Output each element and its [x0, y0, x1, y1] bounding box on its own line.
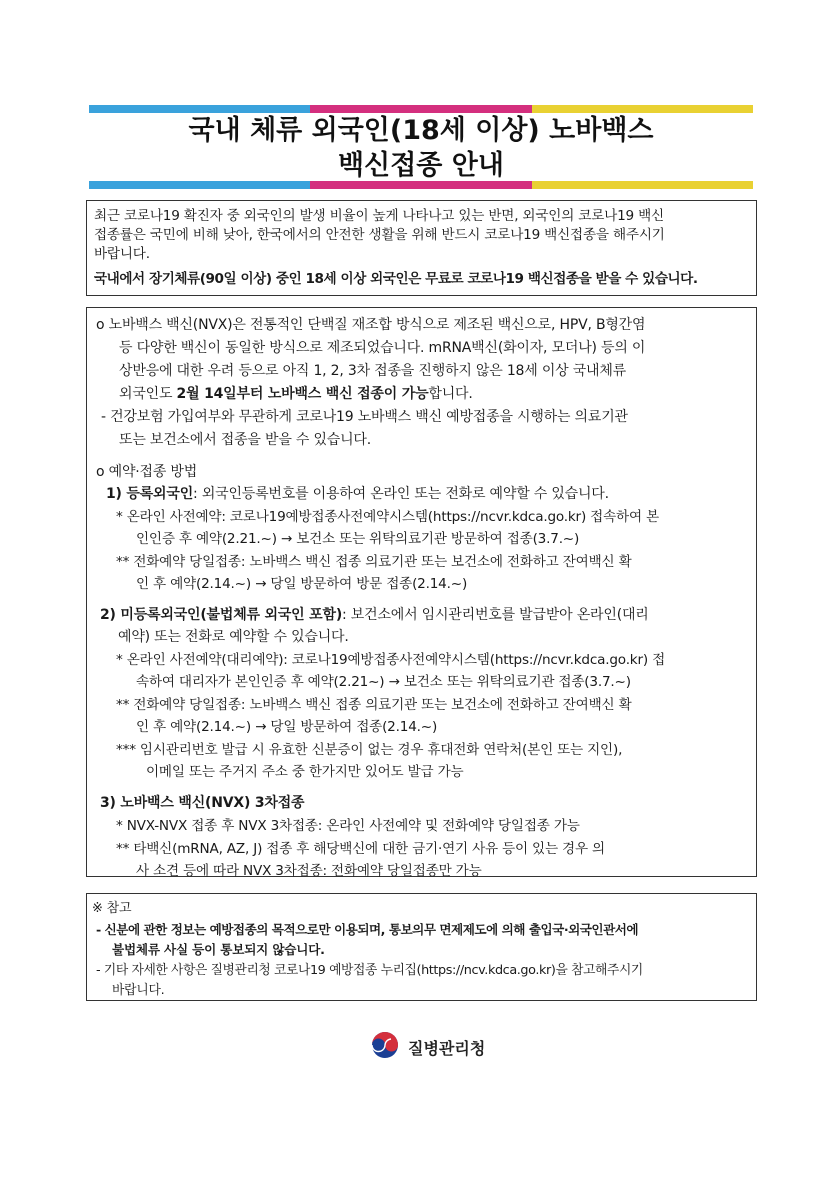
agency-logo [370, 1030, 485, 1064]
nvx-intro-text: 외국인도 [119, 386, 177, 402]
nvx-intro-text: 합니다. [428, 386, 473, 402]
unregistered-heading-text: : 보건소에서 임시관리번호를 발급받아 온라인(대리 [342, 607, 649, 623]
korea-government-emblem-icon [370, 1030, 400, 1064]
registered-item-line: 인 후 예약(2.14.~) → 당일 방문하여 방문 접종(2.14.~) [136, 576, 468, 592]
intro-line: 최근 코로나19 확진자 중 외국인의 발생 비율이 높게 나타나고 있는 반면, 외국인의 코로나19 백신 [94, 208, 664, 224]
unregistered-heading-label: 2) 미등록외국인(불법체류 외국인 포함) [100, 607, 343, 623]
registered-heading-label: 1) 등록외국인 [106, 486, 194, 502]
info-note-line: 바랍니다. [112, 983, 165, 998]
registered-item-line: * 온라인 사전예약: 코로나19예방접종사전예약시스템(https://ncvr.kdca.go.kr) 접속하여 본 [116, 509, 659, 525]
nvx-start-date-emphasis: 2월 14일부터 노바백스 백신 접종이 가능 [176, 386, 429, 402]
nvx-intro-line: 등 다양한 백신이 동일한 방식으로 제조되었습니다. mRNA백신(화이자, 모더나) 등의 이 [119, 340, 646, 356]
privacy-note-line: - 신분에 관한 정보는 예방접종의 목적으로만 이용되며, 통보의무 면제제도에 의해 출입국·외국인관서에 [96, 922, 639, 937]
unregistered-heading [100, 606, 649, 625]
registered-heading-text: : 외국인등록번호를 이용하여 온라인 또는 전화로 예약할 수 있습니다. [193, 486, 609, 502]
unregistered-item-line: ** 전화예약 당일접종: 노바백스 백신 접종 의료기관 또는 보건소에 전화하고 잔여백신 확 [116, 697, 632, 713]
unregistered-item-line: 이메일 또는 주거지 주소 중 한가지만 있어도 발급 가능 [146, 764, 464, 780]
booster-item-line: ** 타백신(mRNA, AZ, J) 접종 후 해당백신에 대한 금기·연기 사유 등이 있는 경우 의 [116, 841, 605, 857]
unregistered-item-line: 인 후 예약(2.14.~) → 당일 방문하여 접종(2.14.~) [136, 719, 438, 735]
privacy-note-line: 불법체류 사실 등이 통보되지 않습니다. [112, 942, 325, 957]
unregistered-heading-cont: 예약) 또는 전화로 예약할 수 있습니다. [118, 629, 349, 645]
booster-heading: 3) 노바백스 백신(NVX) 3차접종 [100, 795, 305, 811]
intro-line: 바랍니다. [94, 246, 150, 262]
unregistered-item-line: * 온라인 사전예약(대리예약): 코로나19예방접종사전예약시스템(https://ncvr.kdca.go.kr) 접 [116, 652, 666, 668]
registered-item-line: 인인증 후 예약(2.21.~) → 보건소 또는 위탁의료기관 방문하여 접종(3.7.~) [136, 531, 580, 547]
unregistered-item-line: 속하여 대리자가 본인인증 후 예약(2.21~) → 보건소 또는 위탁의료기관 접종(3.7.~) [136, 674, 631, 690]
nvx-intro-line: 상반응에 대한 우려 등으로 아직 1, 2, 3차 접종을 진행하지 않은 18세 이상 국내체류 [119, 363, 627, 379]
nvx-intro-line: o 노바백스 백신(NVX)은 전통적인 단백질 재조합 방식으로 제조된 백신으로, HPV, B형간염 [96, 317, 646, 333]
page-title-line2: 백신접종 안내 [338, 150, 504, 181]
intro-emphasis: 국내에서 장기체류(90일 이상) 중인 18세 이상 외국인은 무료로 코로나19 백신접종을 받을 수 있습니다. [94, 271, 698, 287]
reference-heading: ※ 참고 [92, 901, 132, 916]
intro-line: 접종률은 국민에 비해 낮아, 한국에서의 안전한 생활을 위해 반드시 코로나19 백신접종을 해주시기 [94, 227, 665, 243]
insurance-note-line: 또는 보건소에서 접종을 받을 수 있습니다. [119, 432, 372, 448]
page-title-line1: 국내 체류 외국인(18세 이상) 노바백스 [188, 115, 654, 146]
info-note-line: - 기타 자세한 사항은 질병관리청 코로나19 예방접종 누리집(https://ncv.kdca.go.kr)을 참고해주시기 [96, 963, 643, 978]
nvx-intro-line [119, 385, 473, 404]
registered-heading [106, 485, 609, 504]
agency-name: 질병관리청 [408, 1038, 486, 1058]
booster-item-line: 사 소견 등에 따라 NVX 3차접종: 전화예약 당일접종만 가능 [136, 863, 482, 879]
booking-heading: o 예약·접종 방법 [96, 464, 198, 480]
insurance-note-line: - 건강보험 가입여부와 무관하게 코로나19 노바백스 백신 예방접종을 시행하는 의료기관 [101, 409, 628, 425]
title-bottom-stripe [89, 181, 753, 189]
title-top-stripe [89, 105, 753, 113]
registered-item-line: ** 전화예약 당일접종: 노바백스 백신 접종 의료기관 또는 보건소에 전화하고 잔여백신 확 [116, 554, 632, 570]
booster-item-line: * NVX-NVX 접종 후 NVX 3차접종: 온라인 사전예약 및 전화예약 당일접종 가능 [116, 818, 580, 834]
unregistered-item-line: *** 임시관리번호 발급 시 유효한 신분증이 없는 경우 휴대전화 연락처(본인 또는 지인), [116, 742, 623, 758]
